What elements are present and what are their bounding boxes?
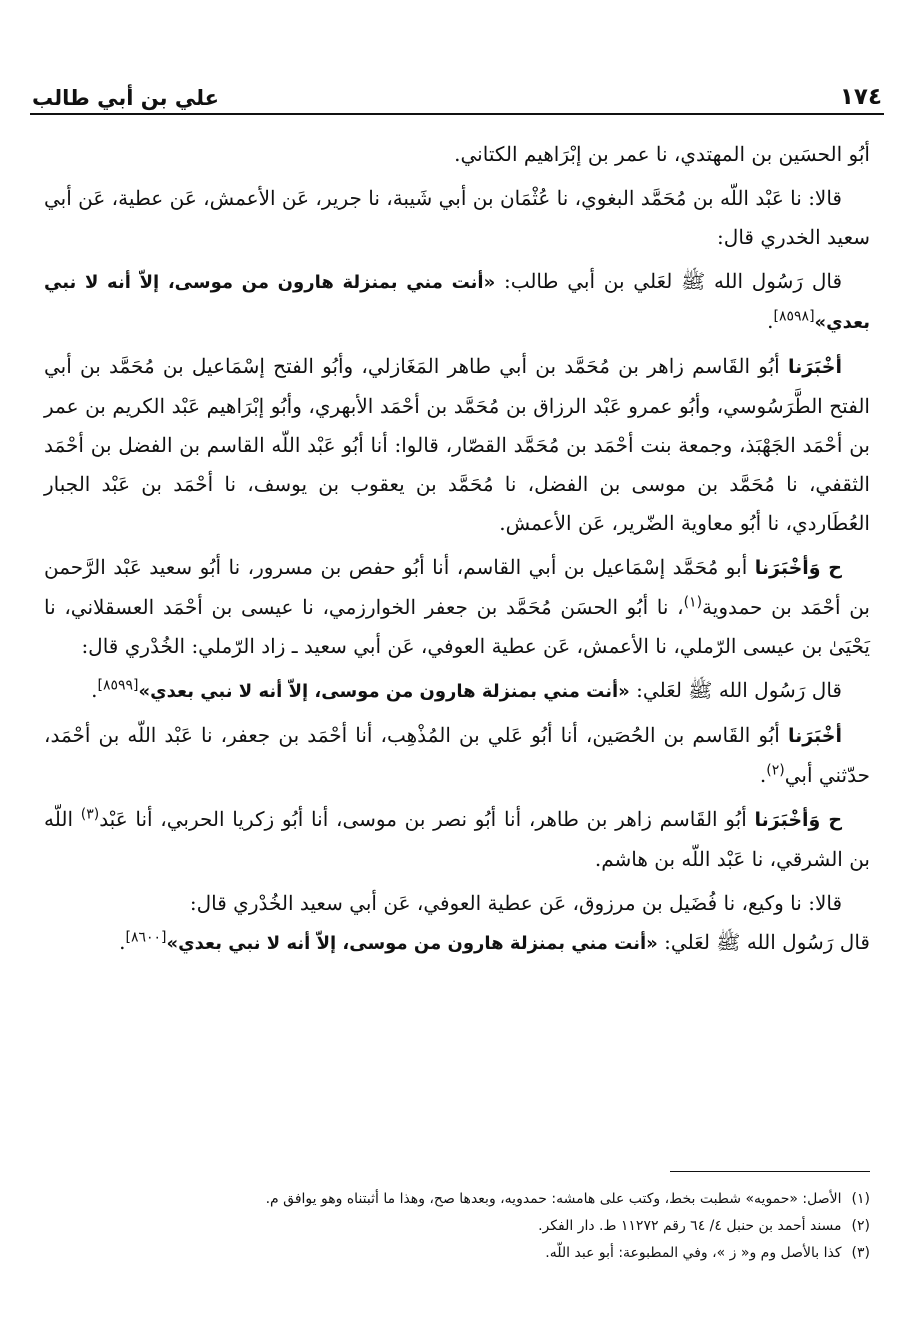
footnote-3 — [44, 1240, 870, 1267]
footnotes — [44, 1186, 870, 1267]
footnote-2-number: (٢) — [851, 1218, 870, 1234]
isnad-4 — [44, 800, 870, 879]
isnad-1 — [44, 347, 870, 543]
isnad-4-text-a: أبُو القَاسم زاهر بن طاهر، أنا أبُو نصر بن موسى، أنا أبُو زكريا الحربي، أنا عَبْد — [99, 807, 755, 831]
isnad-2-lead: ح وَأخْبَرَنا — [754, 557, 843, 579]
header-rule — [30, 113, 884, 115]
isnad-3-text: أبُو القَاسم بن الحُصَين، أنا أبُو عَلي بن المُذْهِب، أنا أحْمَد بن جعفر، نا عَبْد اللّه بن أحْمَد، حدّثني أبي — [44, 723, 870, 787]
hadith-3-chain: قالا: نا وكيع، نا فُضَيل بن مرزوق، عَن عطية العوفي، عَن أبي سعيد الخُدْري قال: — [189, 891, 842, 915]
isnad-3-stop: . — [759, 763, 767, 787]
hadith-2-quote: «أنت مني بمنزلة هارون من موسى، إلاّ أنه لا نبي بعدي» — [138, 681, 630, 702]
paragraph-1 — [44, 135, 870, 174]
running-title: علي بن أبي طالب — [32, 86, 219, 110]
hadith-3-number: [٨٦٠٠] — [125, 929, 167, 946]
hadith-1 — [44, 262, 870, 342]
isnad-3 — [44, 716, 870, 795]
isnad-1-text: أبُو القَاسم زاهر بن مُحَمَّد بن أبي طاهر المَغَازلي، وأبُو الفتح إسْمَاعيل بن مُحَمَّد بن أبي الفتح الطَّرَسُوسي، وأبُو عمرو عَبْد الرزاق بن مُحَمَّد بن أحْمَد الأبهري، وأبُو إبْرَاهيم عَبْد الكريم بن عمر بن أحْمَد الجَهْبَذ، وجمعة بنت أحْمَد بن مُحَمَّد القصّار، قالوا: أنا أبُو عَبْد اللّه القاسم بن الفضل بن أحْمَد الثقفي، نا مُحَمَّد بن موسى بن الفضل، نا مُحَمَّد بن يعقوب بن يوسف، نا أحْمَد بن عَبْد الجبار العُطَاردي، نا أبُو معاوية الضّرير، عَن الأعمش. — [44, 354, 870, 535]
page-number: ١٧٤ — [839, 84, 882, 110]
footnote-2 — [44, 1213, 870, 1240]
main-text — [44, 135, 870, 968]
hadith-1-number: [٨٥٩٨] — [773, 308, 815, 325]
footnote-1 — [44, 1186, 870, 1213]
isnad-3-lead: أخْبَرَنا — [787, 725, 842, 747]
paragraph-2 — [44, 179, 870, 257]
isnad-2-text-a: أبو مُحَمَّد إسْمَاعيل بن أبي القاسم، أنا أبُو حفص بن مسرور، نا أبُو سعيد عَبْد الرَّحمن بن أحْمَد بن حمدوية — [44, 555, 870, 619]
footnote-ref-3[interactable]: (٣) — [80, 806, 100, 823]
isnad-4-text-b: اللّه بن الشرقي، نا عَبْد اللّه بن هاشم. — [44, 807, 870, 871]
isnad-2 — [44, 548, 870, 666]
footnote-ref-1[interactable]: (١) — [683, 594, 703, 611]
footnote-2-text: مسند أحمد بن حنبل ٤/ ٦٤ رقم ١١٢٧٢ ط. دار الفكر. — [538, 1218, 842, 1234]
isnad-1-lead: أخْبَرَنا — [787, 356, 842, 378]
hadith-1-stop: . — [767, 309, 774, 333]
footnote-3-number: (٣) — [851, 1245, 870, 1261]
isnad-4-lead: ح وَأخْبَرَنا — [754, 809, 843, 831]
footnote-1-number: (١) — [851, 1191, 870, 1207]
isnad-2-text-b: ، نا أبُو الحسَن مُحَمَّد بن جعفر الخوارزمي، نا عيسى بن أحْمَد العسقلاني، نا يَحْيَىٰ بن عيسى الرّملي، نا الأعمش، عَن عطية العوفي، عَن أبي سعيد ـ زاد الرّملي: الخُدْري قال: — [44, 595, 870, 658]
footnote-1-text: الأصل: «حمويه» شطبت بخط، وكتب على هامشه: حمدويه، وبعدها صح، وهذا ما أثبتناه وهو يوافق م. — [265, 1191, 842, 1207]
paragraph-1-text: أبُو الحسَين بن المهتدي، نا عمر بن إبْرَاهيم الكتاني. — [454, 142, 870, 166]
hadith-2 — [44, 671, 870, 711]
hadith-2-stop: . — [91, 678, 98, 702]
paragraph-2-text: قالا: نا عَبْد اللّه بن مُحَمَّد البغوي، نا عُثْمَان بن أبي شَيبة، نا جرير، عَن الأعمش، عَن عطية، عَن أبي سعيد الخدري قال: — [44, 186, 870, 249]
hadith-3 — [44, 884, 870, 963]
footnote-3-text: كذا بالأصل وم و« ز »، وفي المطبوعة: أبو عبد اللّه. — [545, 1245, 842, 1261]
footnote-rule — [670, 1171, 870, 1172]
hadith-1-quote: «أنت مني بمنزلة هارون من موسى، إلاّ أنه لا نبي بعدي» — [44, 272, 870, 333]
hadith-3-stop: . — [119, 930, 126, 954]
page-header — [32, 70, 882, 110]
hadith-1-intro: قال رَسُول الله ﷺ لعَلي بن أبي طالب: — [495, 269, 843, 293]
hadith-3-intro: قال رَسُول الله ﷺ لعَلي: — [657, 930, 870, 954]
footnote-ref-2[interactable]: (٢) — [766, 762, 785, 779]
hadith-2-number: [٨٥٩٩] — [97, 677, 139, 694]
hadith-3-quote: «أنت مني بمنزلة هارون من موسى، إلاّ أنه لا نبي بعدي» — [166, 933, 658, 954]
hadith-2-intro: قال رَسُول الله ﷺ لعَلي: — [629, 678, 842, 702]
